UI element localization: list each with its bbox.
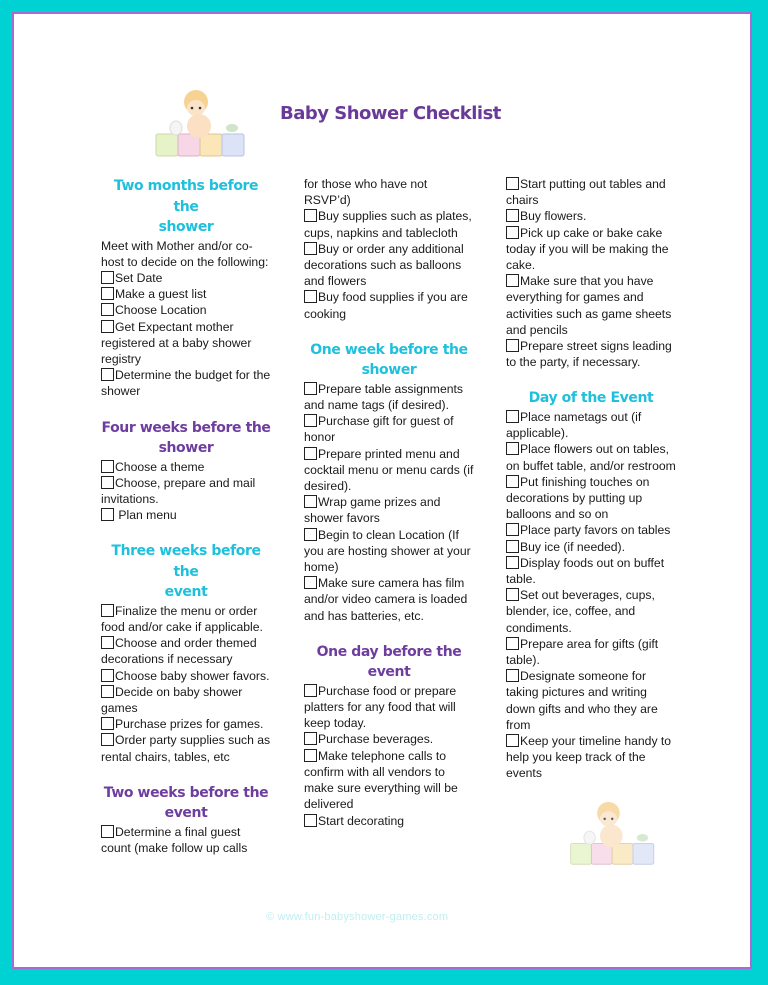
checklist-item[interactable]: Place flowers out on tables, on buffet table, and/or restroom [506, 442, 676, 473]
checkbox[interactable] [101, 476, 114, 489]
baby-on-blocks-illustration-top [154, 88, 254, 165]
checklist-item[interactable]: Make telephone calls to confirm with all vendors to make sure everything will be delivered [304, 748, 458, 812]
checklist-item[interactable]: Buy ice (if needed). [506, 539, 676, 555]
checklist-item[interactable]: Prepare table assignments and name tags (if desired). [304, 381, 463, 413]
checkbox[interactable] [304, 576, 317, 589]
section-three-weeks [101, 541, 271, 765]
checkbox[interactable] [506, 226, 519, 239]
checklist-item[interactable]: Choose and order themed decorations if necessary [101, 636, 257, 667]
checkbox[interactable] [101, 368, 114, 381]
checklist-item[interactable]: Choose a theme [101, 459, 271, 475]
checkbox[interactable] [101, 303, 114, 316]
checkbox[interactable] [304, 209, 317, 222]
checkbox[interactable] [506, 669, 519, 682]
checkbox[interactable] [506, 410, 519, 423]
checkbox[interactable] [101, 460, 114, 473]
checklist-item[interactable]: Choose, prepare and mail invitations. [101, 475, 256, 506]
section-four-weeks [101, 418, 271, 524]
checklist-item[interactable]: Purchase beverages. [304, 731, 474, 747]
checklist-column-1 [101, 176, 271, 856]
checkbox[interactable] [304, 382, 317, 395]
checkbox[interactable] [506, 637, 519, 650]
checklist-item[interactable]: Purchase food or prepare platters for any food that will keep today. [304, 683, 457, 731]
section-heading: Day of the Event [528, 390, 654, 407]
checklist-item[interactable]: Make sure camera has film and/or video camera is loaded and has batteries, etc. [304, 576, 468, 623]
checkbox[interactable] [506, 177, 519, 190]
checklist-item[interactable]: Buy supplies such as plates, cups, napkins and tablecloth [304, 209, 472, 240]
checklist-item[interactable]: Begin to clean Location (If you are hosting shower at your home) [304, 527, 471, 575]
checkbox[interactable] [101, 636, 114, 649]
checklist-item[interactable]: Start decorating [304, 813, 474, 829]
checkbox[interactable] [506, 523, 519, 536]
checklist-item[interactable]: Prepare area for gifts (gift table). [506, 636, 659, 667]
checkbox[interactable] [304, 732, 317, 745]
section-two-months [101, 176, 271, 400]
checkbox[interactable] [506, 734, 519, 747]
section-heading: One day before the event [316, 643, 462, 681]
checklist-item[interactable]: Pick up cake or bake cake today if you will be making the cake. [506, 225, 669, 273]
section-heading: Three weeks before the event [111, 543, 261, 601]
checkbox[interactable] [101, 271, 114, 284]
checkbox[interactable] [304, 684, 317, 697]
checkbox[interactable] [304, 242, 317, 255]
checkbox[interactable] [101, 604, 114, 617]
baby-on-blocks-illustration-bottom [568, 800, 664, 873]
checkbox[interactable] [506, 540, 519, 553]
checklist-item[interactable]: Set Date [101, 270, 271, 286]
checklist-item[interactable]: Place party favors on tables [506, 522, 676, 538]
checklist-item[interactable]: Choose baby shower favors. [101, 668, 271, 684]
checkbox[interactable] [506, 475, 519, 488]
checklist-item[interactable]: Start putting out tables and chairs [506, 177, 666, 208]
checklist-item[interactable]: Purchase prizes for games. [101, 716, 271, 732]
footer-copyright: © www.fun-babyshower-games.com [266, 911, 449, 923]
section-one-day-continued [506, 176, 676, 370]
checkbox[interactable] [304, 749, 317, 762]
checklist-item[interactable]: Plan menu [101, 507, 271, 523]
checkbox[interactable] [506, 209, 519, 222]
checklist-item[interactable]: Get Expectant mother registered at a baby shower registry [101, 319, 252, 366]
checklist-item[interactable]: Determine a final guest count (make follow up calls [101, 824, 248, 856]
section-heading: Two weeks before the event [103, 784, 269, 822]
checkbox[interactable] [101, 669, 114, 682]
checklist-item[interactable]: Wrap game prizes and shower favors [304, 495, 441, 526]
checklist-item[interactable]: Order party supplies such as rental chairs, tables, etc [101, 733, 271, 764]
section-one-day [304, 642, 474, 829]
checkbox[interactable] [506, 274, 519, 287]
checklist-column-2 [304, 176, 474, 829]
checklist-item[interactable]: Keep your timeline handy to help you keep track of the events [506, 734, 672, 781]
checklist-item[interactable]: Put finishing touches on decorations by putting up balloons and so on [506, 474, 650, 522]
checkbox[interactable] [101, 287, 114, 300]
checklist-item[interactable]: Purchase gift for guest of honor [304, 414, 454, 445]
checkbox[interactable] [506, 442, 519, 455]
checkbox[interactable] [506, 556, 519, 569]
checklist-item[interactable]: Buy food supplies if you are cooking [304, 290, 468, 321]
section-intro: Meet with Mother and/or co-host to decide on the following: [101, 238, 269, 269]
section-two-weeks-continued [304, 176, 474, 322]
checkbox[interactable] [506, 588, 519, 601]
checkbox[interactable] [304, 290, 317, 303]
checkbox[interactable] [304, 528, 317, 541]
checkbox[interactable] [304, 447, 317, 460]
checklist-item[interactable]: Buy or order any additional decorations such as balloons and flowers [304, 241, 464, 289]
section-two-weeks [101, 783, 271, 856]
checkbox[interactable] [304, 414, 317, 427]
section-heading: One week before the shower [310, 341, 468, 379]
section-one-week [304, 340, 474, 624]
checkbox[interactable] [101, 825, 114, 838]
section-heading: Four weeks before the shower [101, 419, 271, 457]
checkbox[interactable] [304, 495, 317, 508]
checklist-item[interactable]: Display foods out on buffet table. [506, 555, 665, 586]
checklist-item[interactable]: Place nametags out (if applicable). [506, 409, 642, 441]
checklist-item[interactable]: Prepare street signs leading to the party, if necessary. [506, 339, 672, 370]
checklist-item[interactable]: Finalize the menu or order food and/or cake if applicable. [101, 603, 263, 635]
checkbox[interactable] [101, 508, 114, 521]
checkbox[interactable] [101, 733, 114, 746]
section-day-of-event [506, 388, 676, 781]
checklist-item[interactable]: Decide on baby shower games [101, 684, 243, 716]
checkbox[interactable] [101, 685, 114, 698]
page-title: Baby Shower Checklist [280, 103, 501, 124]
checkbox[interactable] [304, 814, 317, 827]
checklist-item[interactable]: Make a guest list [101, 286, 271, 302]
checklist-item[interactable]: Prepare printed menu and cocktail menu or menu cards (if desired). [304, 446, 474, 494]
checkbox[interactable] [506, 339, 519, 352]
checklist-item[interactable]: Make sure that you have everything for games and activities such as game sheets and pencils [506, 274, 672, 337]
checklist-item[interactable]: Set out beverages, cups, blender, ice, coffee, and condiments. [506, 588, 655, 635]
checkbox[interactable] [101, 320, 114, 333]
checklist-item-continued: for those who have not RSVP’d) [304, 177, 428, 208]
checklist-item[interactable]: Designate someone for taking pictures and writing down gifts and who they are from [506, 669, 658, 732]
checkbox[interactable] [101, 717, 114, 730]
checklist-item[interactable]: Choose Location [101, 302, 271, 318]
checklist-column-3 [506, 176, 676, 782]
checklist-item[interactable]: Determine the budget for the shower [101, 368, 271, 399]
section-heading: Two months before the shower [113, 178, 259, 235]
checklist-item[interactable]: Buy flowers. [506, 208, 676, 224]
